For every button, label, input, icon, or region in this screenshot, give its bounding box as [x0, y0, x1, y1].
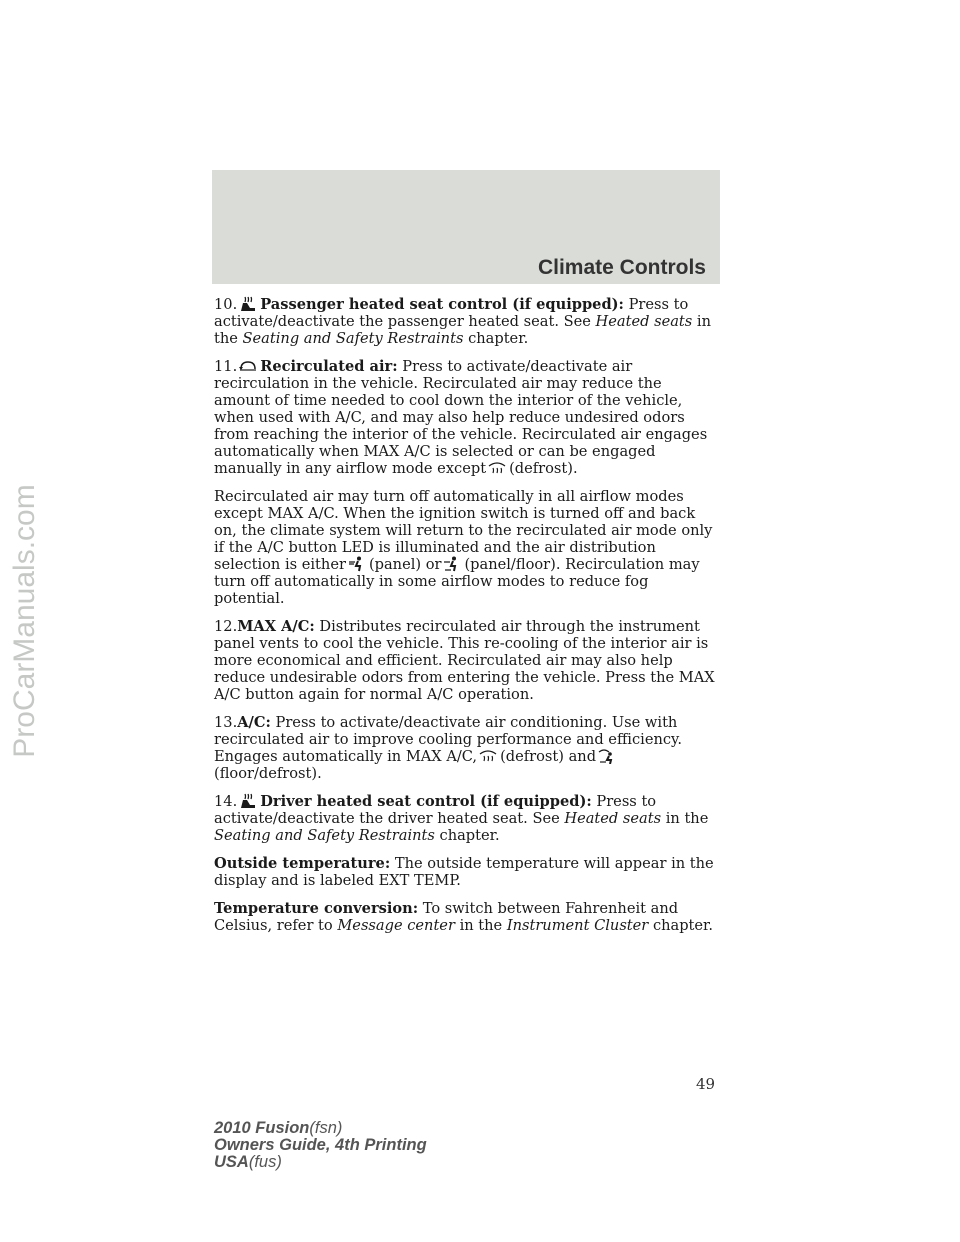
outside-temperature-paragraph: Outside temperature: The outside temperature will appear in the display and is labeled EXT TEMP.: [214, 855, 714, 889]
item-number: 12.: [214, 618, 238, 635]
panel-floor-icon: [442, 556, 462, 572]
cross-reference: Message center: [337, 917, 455, 934]
chapter-reference: Instrument Cluster: [506, 917, 649, 934]
temperature-conversion-paragraph: Temperature conversion: To switch between Fahrenheit and Celsius, refer to Message center in the Instrument Cluster chapter.: [214, 900, 714, 934]
watermark: ProCarManuals.com: [8, 484, 41, 758]
item-number: 13.: [214, 714, 238, 731]
item-label: A/C:: [237, 714, 271, 731]
item-label: MAX A/C:: [237, 618, 315, 635]
footer: [214, 1120, 427, 1171]
recirculation-icon: [238, 358, 258, 374]
heated-seat-icon: [238, 793, 258, 809]
chapter-reference: Seating and Safety Restraints: [242, 330, 464, 347]
chapter-header: [212, 170, 720, 284]
page-content: [214, 296, 720, 945]
item-11-continued: Recirculated air may turn off automatically in all airflow modes except MAX A/C. When the ignition switch is turned off and back on, the climate system will return to the recirculated air mode only if the A/C button LED is illuminated and the air distribution selection is either (panel) or (panel/floor). Recirculation may turn off automatically in some airflow modes to reduce fog potential.: [214, 488, 713, 607]
panel-vent-icon: [347, 556, 367, 572]
item-number: 14.: [214, 793, 238, 810]
item-11: 11. Recirculated air: Press to activate/deactivate air recirculation in the vehicle. Recirculated air may reduce the amount of time needed to cool down the interior of the vehicle, when used with A/C, and may also help reduce undesired odors from reaching the interior of the vehicle. Recirculated air engages automatically when MAX A/C is selected or can be engaged manually in any airflow mode except (defrost).: [214, 358, 708, 477]
item-number: 10.: [214, 296, 238, 313]
item-label: Passenger heated seat control (if equipped):: [260, 296, 624, 313]
defrost-icon: [478, 748, 498, 764]
item-label: Temperature conversion:: [214, 900, 419, 917]
footer-model: 2010 Fusion(fsn): [214, 1119, 343, 1137]
chapter-reference: Seating and Safety Restraints: [214, 827, 435, 844]
item-12: 12.MAX A/C: Distributes recirculated air through the instrument panel vents to cool the vehicle. This re-cooling of the interior air is more economical and efficient. Recirculated air may also help reduce undesirable odors from entering the vehicle. Press the MAX A/C button again for normal A/C operation.: [214, 618, 715, 703]
item-number: 11.: [214, 358, 238, 375]
page-number: 49: [696, 1075, 716, 1093]
chapter-title: Climate Controls: [537, 256, 706, 279]
item-label: Outside temperature:: [214, 855, 391, 872]
cross-reference: Heated seats: [564, 810, 662, 827]
heated-seat-icon: [238, 296, 258, 312]
item-10: 10. Passenger heated seat control (if equipped): Press to activate/deactivate the passenger heated seat. See Heated seats in the Seating and Safety Restraints chapter.: [214, 296, 711, 347]
item-14: 14. Driver heated seat control (if equipped): Press to activate/deactivate the driver heated seat. See Heated seats in the Seating and Safety Restraints chapter.: [214, 793, 709, 844]
floor-defrost-icon: [597, 748, 617, 764]
item-label: Driver heated seat control (if equipped):: [260, 793, 592, 810]
defrost-icon: [487, 460, 507, 476]
cross-reference: Heated seats: [595, 313, 693, 330]
item-13: 13.A/C: Press to activate/deactivate air conditioning. Use with recirculated air to improve cooling performance and efficiency. Engages automatically in MAX A/C, (defrost) and (floor/defrost).: [214, 714, 682, 782]
footer-market: USA(fus): [214, 1153, 282, 1171]
footer-guide: Owners Guide, 4th Printing: [214, 1136, 427, 1154]
item-label: Recirculated air:: [260, 358, 398, 375]
